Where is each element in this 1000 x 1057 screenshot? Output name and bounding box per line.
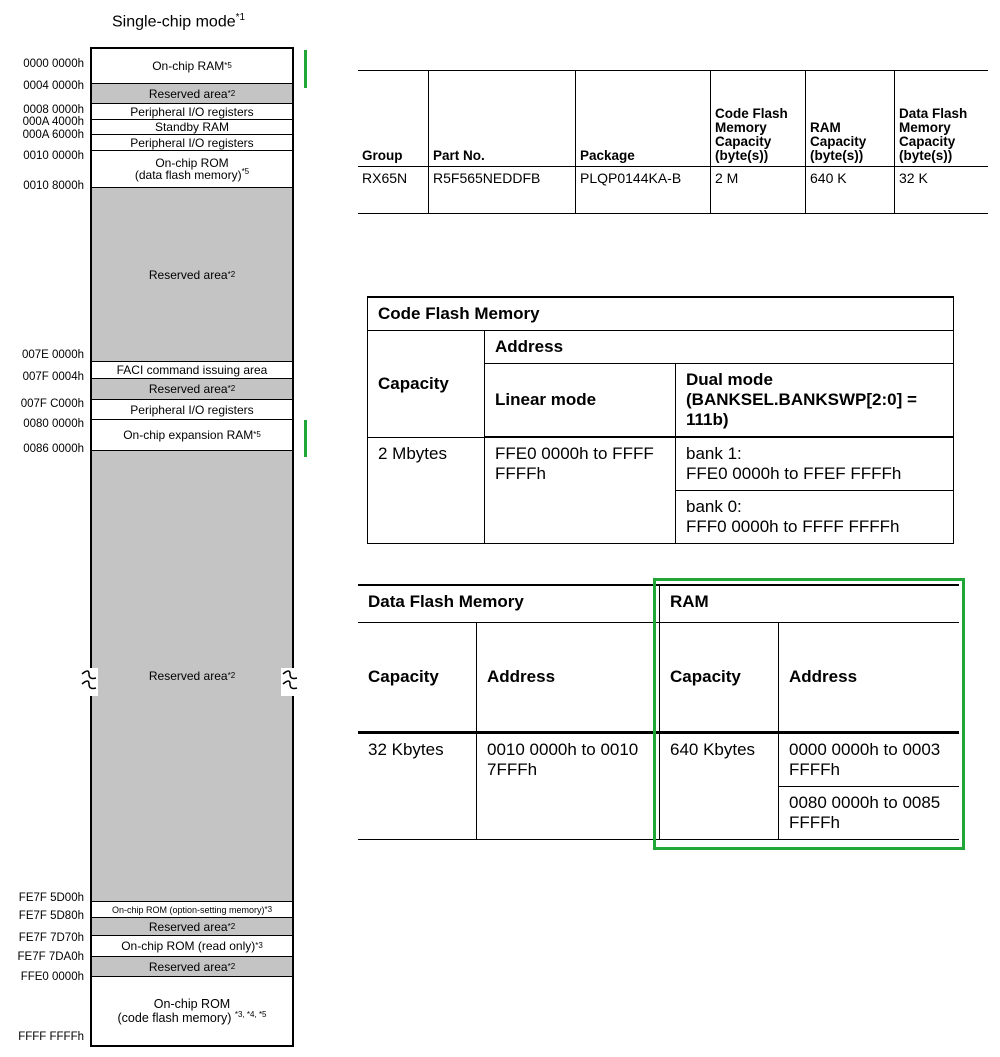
data-flash-ram-table — [358, 584, 959, 840]
address-label: FE7F 7DA0h — [17, 951, 84, 963]
ram-capacity-header: Capacity — [660, 623, 779, 733]
cell-code-flash: 2 M — [711, 167, 806, 214]
df-capacity-header: Capacity — [358, 623, 477, 733]
address-label: 007F 0004h — [22, 371, 84, 383]
df-capacity: 32 Kbytes — [358, 733, 477, 840]
region-reserved: Reserved area *2 — [92, 378, 292, 399]
address-label: FE7F 7D70h — [18, 932, 84, 944]
cell-data-flash: 32 K — [895, 167, 989, 214]
header-code-flash-capacity: Code Flash Memory Capacity (byte(s)) — [711, 71, 806, 167]
cell-part-no: R5F565NEDDFB — [429, 167, 576, 214]
header-ram-capacity: RAM Capacity (byte(s)) — [806, 71, 895, 167]
ram-address-2: 0080 0000h to 0085 FFFFh — [779, 787, 960, 840]
bank0-range: bank 0: FFF0 0000h to FFFF FFFFh — [676, 491, 954, 544]
address-label: 000A 4000h — [22, 116, 84, 128]
linear-mode-header: Linear mode — [485, 364, 676, 438]
address-label: 0080 0000h — [23, 418, 84, 430]
region-code-flash: On-chip ROM (code flash memory) $^{*3, *4, *5}$ — [92, 976, 292, 1045]
address-label: 0010 0000h — [23, 150, 84, 162]
region-reserved: Reserved area *2 — [92, 917, 292, 935]
ram-capacity: 640 Kbytes — [660, 733, 779, 840]
address-label: 0008 0000h — [23, 104, 84, 116]
address-label: 007E 0000h — [21, 349, 84, 361]
address-label: 0000 0000h — [23, 58, 84, 70]
ram-title: RAM — [660, 585, 960, 623]
header-data-flash-capacity: Data Flash Memory Capacity (byte(s)) — [895, 71, 989, 167]
region-peripheral-io: Peripheral I/O registers — [92, 134, 292, 150]
df-address: 0010 0000h to 0010 7FFFh — [477, 733, 660, 840]
address-label: FFFF FFFFh — [18, 1031, 84, 1043]
header-part-no: Part No. — [429, 71, 576, 167]
region-reserved: Reserved area *2 — [92, 956, 292, 976]
cell-package: PLQP0144KA-B — [576, 167, 711, 214]
code-flash-title: Code Flash Memory — [368, 297, 954, 331]
bank1-range: bank 1: FFE0 0000h to FFEF FFFFh — [676, 437, 954, 491]
header-package: Package — [576, 71, 711, 167]
region-reserved: Reserved area *2 — [92, 187, 292, 361]
code-flash-table — [367, 296, 954, 544]
region-peripheral-io: Peripheral I/O registers — [92, 399, 292, 419]
memory-map-title: Single-chip mode$^{*1}$ — [112, 12, 246, 31]
address-label: 000A 6000h — [22, 129, 84, 141]
cell-group: RX65N — [358, 167, 429, 214]
address-label: FFE0 0000h — [20, 971, 84, 983]
product-table — [358, 70, 988, 214]
ram-address-1: 0000 0000h to 0003 FFFFh — [779, 733, 960, 787]
region-reserved: Reserved area *2 — [92, 83, 292, 103]
table-row — [358, 167, 988, 214]
table-row — [368, 437, 954, 491]
region-faci: FACI command issuing area — [92, 361, 292, 378]
region-data-flash: On-chip ROM (data flash memory)$^{*5}$ — [92, 150, 292, 187]
region-option-setting: On-chip ROM (option-setting memory) *3 — [92, 901, 292, 917]
omission-mark — [80, 668, 98, 696]
region-expansion-ram: On-chip expansion RAM *5 — [92, 419, 292, 450]
address-label: FE7F 5D00h — [18, 892, 84, 904]
table-row — [358, 733, 959, 787]
address-header: Address — [485, 331, 954, 364]
region-reserved: Reserved area *2 — [92, 450, 292, 901]
header-group: Group — [358, 71, 429, 167]
capacity-header: Capacity — [368, 331, 485, 438]
address-label: FE7F 5D80h — [18, 910, 84, 922]
dual-mode-header: Dual mode (BANKSEL.BANKSWP[2:0] = 111b) — [676, 364, 954, 438]
memory-map — [90, 47, 294, 1047]
region-standby-ram: Standby RAM — [92, 119, 292, 134]
address-label: 007F C000h — [20, 398, 84, 410]
cell-ram: 640 K — [806, 167, 895, 214]
highlight-marker — [304, 420, 307, 457]
linear-range: FFE0 0000h to FFFF FFFFh — [485, 437, 676, 544]
data-flash-title: Data Flash Memory — [358, 585, 660, 623]
highlight-marker — [304, 50, 307, 88]
code-flash-capacity: 2 Mbytes — [368, 437, 485, 544]
ram-address-header: Address — [779, 623, 960, 733]
region-peripheral-io: Peripheral I/O registers — [92, 103, 292, 119]
region-onchip-ram: On-chip RAM *5 — [152, 59, 232, 73]
address-label: 0086 0000h — [23, 443, 84, 455]
address-label: 0010 8000h — [23, 180, 84, 192]
df-address-header: Address — [477, 623, 660, 733]
omission-mark — [281, 668, 299, 696]
region-read-only: On-chip ROM (read only) *3 — [92, 935, 292, 956]
address-label: 0004 0000h — [23, 80, 84, 92]
